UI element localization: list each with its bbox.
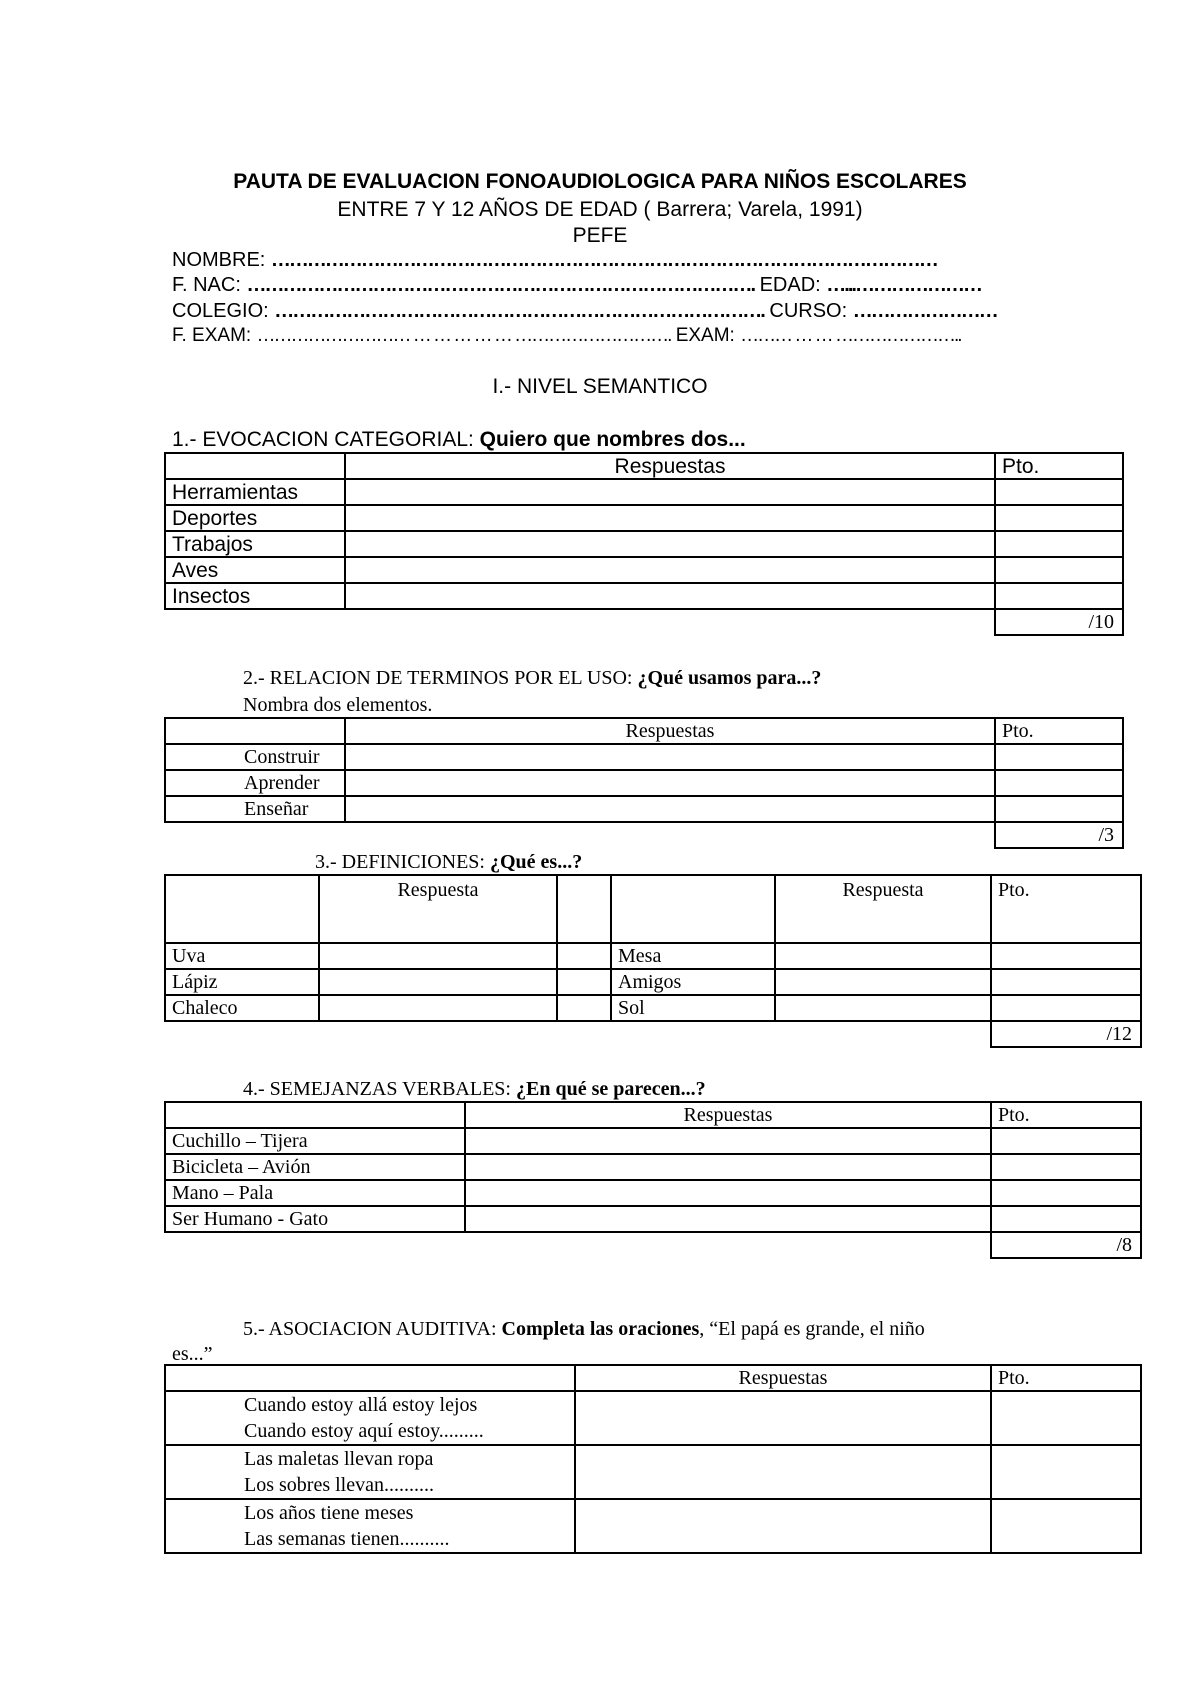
exam-dots: ……… … … …………………..: [740, 325, 961, 346]
section3-word-left: Chaleco: [165, 995, 319, 1021]
table-row: [165, 995, 1141, 1021]
section2-heading-text: 2.- RELACION DE TERMINOS POR EL USO:: [243, 667, 638, 689]
section2-row-label: Enseñar: [165, 796, 345, 822]
section3-corner: [165, 875, 319, 943]
spacer: [165, 1232, 465, 1258]
colegio-line: [172, 300, 997, 323]
section1-total: /10: [995, 609, 1123, 635]
document-acronym: PEFE: [572, 224, 628, 247]
section1-heading: [172, 428, 746, 452]
section2-corner: [165, 718, 345, 744]
answer-cell[interactable]: [345, 531, 995, 557]
answer-cell[interactable]: [575, 1445, 991, 1499]
score-cell[interactable]: [991, 1154, 1141, 1180]
answer-cell[interactable]: [345, 583, 995, 609]
score-cell[interactable]: [557, 969, 611, 995]
spacer: [345, 822, 995, 848]
section3-heading-prompt: ¿Qué es...?: [490, 851, 583, 873]
section3-score-a-header: [557, 875, 611, 943]
fexam-line: [172, 325, 961, 347]
section1-table: [164, 452, 1124, 636]
edad-dots: …...…………………: [826, 274, 981, 296]
section5-sentence-prompt: Los sobres llevan..........: [244, 1474, 434, 1496]
table-row: [165, 1445, 1141, 1499]
section3-total: /12: [991, 1021, 1141, 1047]
section4-row-label: Ser Humano - Gato: [165, 1206, 465, 1232]
section4-row-label: Bicicleta – Avión: [165, 1154, 465, 1180]
section5-sentence-model: Los años tiene meses: [244, 1502, 414, 1524]
table-row: [165, 583, 1123, 609]
section5-heading: [243, 1318, 925, 1341]
fnac-dots: ………………………………………………………………………….: [246, 274, 755, 296]
score-cell[interactable]: [991, 1499, 1141, 1553]
score-cell[interactable]: [995, 479, 1123, 505]
section4-heading-prompt: ¿En qué se parecen...?: [516, 1078, 706, 1100]
spacer: [319, 1021, 557, 1047]
fnac-line: [172, 274, 981, 297]
section4-col-respuestas: Respuestas: [465, 1102, 991, 1128]
score-cell[interactable]: [995, 557, 1123, 583]
section5-corner: [165, 1365, 575, 1391]
section5-sentence-prompt: Cuando estoy aquí estoy.........: [244, 1420, 484, 1442]
section5-sentence-cell: [165, 1499, 575, 1553]
score-cell[interactable]: [557, 995, 611, 1021]
section4-row-label: Cuchillo – Tijera: [165, 1128, 465, 1154]
section3-word-left: Lápiz: [165, 969, 319, 995]
section3-word-right: Mesa: [611, 943, 775, 969]
answer-cell[interactable]: [775, 995, 991, 1021]
section4-table: [164, 1101, 1142, 1259]
section5-table: [164, 1364, 1142, 1554]
section5-heading-prompt: Completa las oraciones: [501, 1318, 700, 1340]
answer-cell[interactable]: [345, 744, 995, 770]
section2-heading-prompt: ¿Qué usamos para...?: [637, 667, 822, 689]
section5-sentence-prompt: Las semanas tienen..........: [244, 1528, 450, 1550]
section4-heading-text: 4.- SEMEJANZAS VERBALES:: [243, 1078, 516, 1100]
nombre-line: [172, 249, 937, 272]
answer-cell[interactable]: [319, 943, 557, 969]
section4-col-pto: Pto.: [991, 1102, 1141, 1128]
spacer: [345, 609, 995, 635]
score-cell[interactable]: [991, 1128, 1141, 1154]
table-row: [165, 770, 1123, 796]
score-cell[interactable]: [995, 531, 1123, 557]
score-cell[interactable]: [991, 1391, 1141, 1445]
answer-cell[interactable]: [465, 1128, 991, 1154]
spacer: [465, 1232, 991, 1258]
section3-heading-text: 3.- DEFINICIONES:: [315, 851, 490, 873]
section5-heading-text: 5.- ASOCIACION AUDITIVA:: [243, 1318, 502, 1340]
score-cell[interactable]: [991, 1180, 1141, 1206]
section5-sentence-model: Cuando estoy allá estoy lejos: [244, 1394, 478, 1416]
section1-row-label: Trabajos: [165, 531, 345, 557]
table-row: [165, 1128, 1141, 1154]
table-row: [165, 505, 1123, 531]
section1-row-label: Aves: [165, 557, 345, 583]
document-subtitle: ENTRE 7 Y 12 AÑOS DE EDAD ( Barrera; Varela, 1991): [337, 198, 863, 221]
edad-label: EDAD:: [759, 274, 821, 296]
table-row: [165, 796, 1123, 822]
score-cell[interactable]: [995, 796, 1123, 822]
answer-cell[interactable]: [575, 1499, 991, 1553]
section5-sentence-model: Las maletas llevan ropa: [244, 1448, 434, 1470]
fexam-label: F. EXAM:: [172, 325, 252, 346]
table-row: [165, 557, 1123, 583]
answer-cell[interactable]: [319, 969, 557, 995]
answer-cell[interactable]: [345, 557, 995, 583]
section5-sentence-cell: [165, 1391, 575, 1445]
section5-sentence-cell: [165, 1445, 575, 1499]
spacer: [557, 1021, 611, 1047]
score-cell[interactable]: [995, 770, 1123, 796]
section5-col-pto: Pto.: [991, 1365, 1141, 1391]
section3-heading: [315, 851, 582, 874]
spacer: [775, 1021, 991, 1047]
nombre-dots: …………………………………………………………………………………………………: [270, 249, 937, 271]
spacer: [165, 1021, 319, 1047]
colegio-dots: ……………………………………………………………………….: [274, 300, 764, 322]
section3-word-right: Amigos: [611, 969, 775, 995]
section1-col-pto: Pto.: [995, 453, 1123, 479]
curso-label: CURSO:: [769, 300, 848, 322]
fexam-dots: ……………………… … … … … … ……………………….: [256, 325, 671, 346]
section3-col-respuesta-a: Respuesta: [319, 875, 557, 943]
score-cell[interactable]: [995, 744, 1123, 770]
section3-word-left: Uva: [165, 943, 319, 969]
section2-total: /3: [995, 822, 1123, 848]
exam-label: EXAM:: [675, 325, 735, 346]
section3-table: [164, 874, 1142, 1048]
section2-table: [164, 717, 1124, 849]
fnac-label: F. NAC:: [172, 274, 241, 296]
section3-corner-b: [611, 875, 775, 943]
answer-cell[interactable]: [465, 1206, 991, 1232]
answer-cell[interactable]: [775, 943, 991, 969]
curso-dots: ……………………: [852, 300, 997, 322]
answer-cell[interactable]: [775, 969, 991, 995]
section4-heading: [243, 1078, 706, 1101]
section1-row-label: Deportes: [165, 505, 345, 531]
document-title: PAUTA DE EVALUACION FONOAUDIOLOGICA PARA NIÑOS ESCOLARES: [233, 170, 967, 193]
table-row: [165, 1391, 1141, 1445]
section1-row-label: Herramientas: [165, 479, 345, 505]
section1-row-label: Insectos: [165, 583, 345, 609]
table-row: [165, 479, 1123, 505]
section1-col-respuestas: Respuestas: [345, 453, 995, 479]
section1-corner: [165, 453, 345, 479]
section3-word-right: Sol: [611, 995, 775, 1021]
section4-corner: [165, 1102, 465, 1128]
answer-cell[interactable]: [345, 505, 995, 531]
section2-col-pto: Pto.: [995, 718, 1123, 744]
answer-cell[interactable]: [345, 770, 995, 796]
section2-heading: [243, 667, 821, 690]
spacer: [165, 822, 345, 848]
score-cell[interactable]: [557, 943, 611, 969]
answer-cell[interactable]: [345, 796, 995, 822]
section2-row-label: Construir: [165, 744, 345, 770]
section4-row-label: Mano – Pala: [165, 1180, 465, 1206]
section3-col-pto: Pto.: [991, 875, 1141, 943]
table-row: [165, 1154, 1141, 1180]
section1-heading-text: 1.- EVOCACION CATEGORIAL:: [172, 428, 480, 451]
section2-row-label: Aprender: [165, 770, 345, 796]
section5-heading-example: , “El papá es grande, el niño: [699, 1318, 925, 1340]
colegio-label: COLEGIO:: [172, 300, 269, 322]
table-row: [165, 943, 1141, 969]
section2-subheading: Nombra dos elementos.: [243, 694, 433, 716]
spacer: [611, 1021, 775, 1047]
answer-cell[interactable]: [345, 479, 995, 505]
answer-cell[interactable]: [319, 995, 557, 1021]
spacer: [165, 609, 345, 635]
table-row: [165, 1499, 1141, 1553]
section5-heading-continuation: es...”: [172, 1343, 213, 1365]
score-cell[interactable]: [991, 969, 1141, 995]
score-cell[interactable]: [995, 505, 1123, 531]
table-row: [165, 531, 1123, 557]
score-cell[interactable]: [991, 995, 1141, 1021]
level-title: I.- NIVEL SEMANTICO: [492, 375, 708, 398]
section3-col-respuesta-b: Respuesta: [775, 875, 991, 943]
table-row: [165, 1180, 1141, 1206]
nombre-label: NOMBRE:: [172, 249, 266, 271]
section2-col-respuestas: Respuestas: [345, 718, 995, 744]
score-cell[interactable]: [991, 943, 1141, 969]
table-row: [165, 969, 1141, 995]
answer-cell[interactable]: [465, 1154, 991, 1180]
section5-col-respuestas: Respuestas: [575, 1365, 991, 1391]
section1-heading-prompt: Quiero que nombres dos...: [479, 428, 746, 451]
score-cell[interactable]: [995, 583, 1123, 609]
answer-cell[interactable]: [465, 1180, 991, 1206]
score-cell[interactable]: [991, 1445, 1141, 1499]
score-cell[interactable]: [991, 1206, 1141, 1232]
answer-cell[interactable]: [575, 1391, 991, 1445]
table-row: [165, 1206, 1141, 1232]
section4-total: /8: [991, 1232, 1141, 1258]
table-row: [165, 744, 1123, 770]
